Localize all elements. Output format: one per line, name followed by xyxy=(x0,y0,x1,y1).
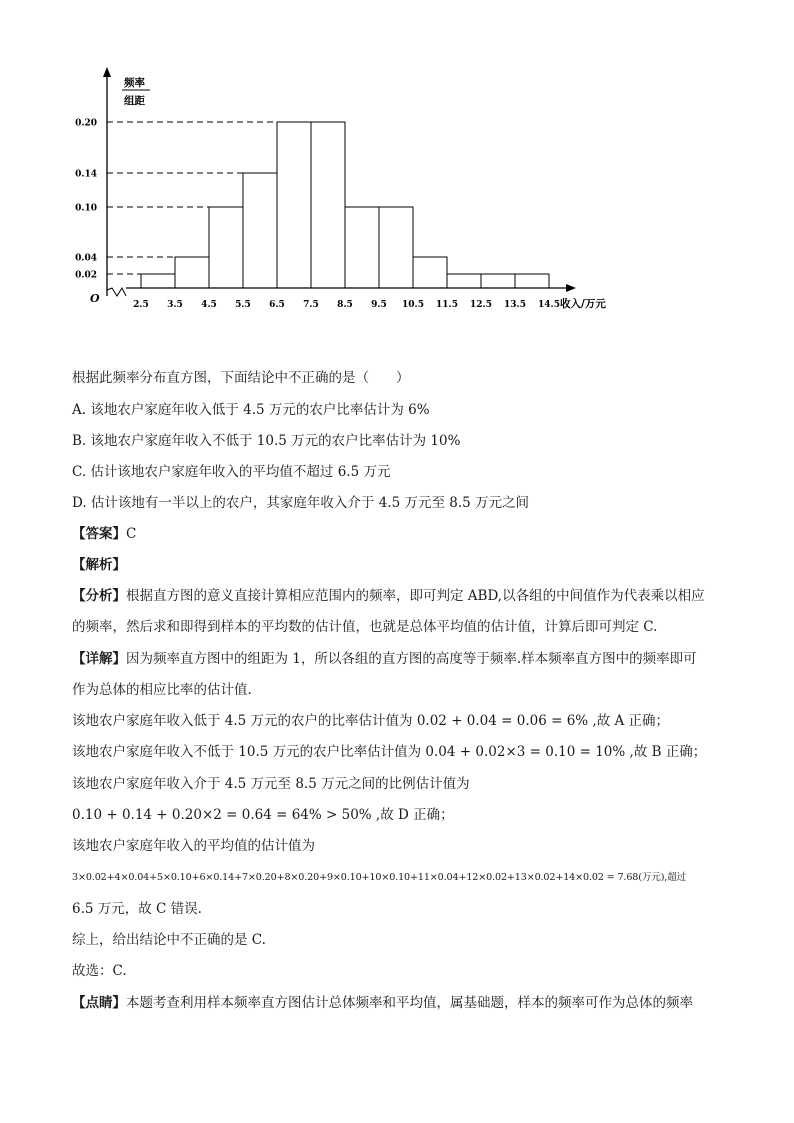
dianjing-line xyxy=(72,993,693,1013)
histogram-bar xyxy=(209,207,243,288)
option-d: D. 估计该地有一半以上的农户，其家庭年收入介于 4.5 万元至 8.5 万元之间 xyxy=(72,495,530,511)
y-tick-label: 0.02 xyxy=(75,270,97,281)
answer-line xyxy=(72,524,136,544)
x-tick-label: 13.5 xyxy=(504,300,526,310)
origin-label: O xyxy=(90,292,100,305)
y-tick-labels xyxy=(75,119,97,281)
x-tick-labels xyxy=(133,300,560,310)
histogram-bar xyxy=(515,274,549,288)
solution-line-average: 该地农户家庭年收入的平均值的估计值为 xyxy=(72,838,315,854)
histogram-bar xyxy=(311,122,345,288)
histogram-bar xyxy=(447,274,481,288)
x-tick-label: 9.5 xyxy=(371,300,387,310)
solution-line-d2: 0.10 + 0.14 + 0.20×2 = 0.64 = 64% > 50% ,故 D 正确； xyxy=(72,807,454,823)
average-formula: 3×0.02+4×0.04+5×0.10+6×0.14+7×0.20+8×0.20+9×0.10+10×0.10+11×0.04+12×0.02+13×0.02+14×0.02 = 7.68(万元),超过 xyxy=(72,872,687,883)
frequency-histogram xyxy=(60,60,620,320)
question-stem: 根据此频率分布直方图，下面结论中不正确的是（ ） xyxy=(72,370,410,386)
option-a: A. 该地农户家庭年收入低于 4.5 万元的农户比率估计为 6% xyxy=(72,402,430,418)
xiangjie-tag: 【详解】 xyxy=(72,651,126,667)
x-tick-label: 11.5 xyxy=(436,300,458,310)
xiangjie-text-1: 因为频率直方图中的组距为 1，所以各组的直方图的高度等于频率.样本频率直方图中的频率即可 xyxy=(126,651,697,667)
fenxi-line-2: 的频率，然后求和即得到样本的平均数的估计值，也就是总体平均值的估计值，计算后即可判定 C. xyxy=(72,619,658,635)
histogram-bar xyxy=(379,207,413,288)
solution-line-c: 6.5 万元，故 C 错误. xyxy=(72,901,202,917)
analysis-heading xyxy=(72,555,126,575)
fenxi-line-1 xyxy=(72,586,705,606)
x-tick-label: 8.5 xyxy=(337,300,353,310)
x-tick-label: 4.5 xyxy=(201,300,217,310)
histogram-bars xyxy=(141,122,549,288)
x-tick-label: 5.5 xyxy=(235,300,251,310)
x-axis-label: 收入/万元 xyxy=(560,298,606,310)
option-c: C. 估计该地农户家庭年收入的平均值不超过 6.5 万元 xyxy=(72,464,391,480)
histogram-bar xyxy=(481,274,515,288)
x-tick-label: 10.5 xyxy=(402,300,424,310)
histogram-bar xyxy=(243,173,277,288)
histogram-bar xyxy=(277,122,311,288)
x-tick-label: 6.5 xyxy=(269,300,285,310)
option-b: B. 该地农户家庭年收入不低于 10.5 万元的农户比率估计为 10% xyxy=(72,433,461,449)
dianjing-text: 本题考查利用样本频率直方图估计总体频率和平均值，属基础题，样本的频率可作为总体的频率 xyxy=(126,995,693,1011)
x-tick-label: 3.5 xyxy=(167,300,183,310)
x-tick-label: 7.5 xyxy=(303,300,319,310)
y-tick-label: 0.20 xyxy=(75,118,97,129)
y-tick-label: 0.14 xyxy=(75,169,97,180)
solution-line-d1: 该地农户家庭年收入介于 4.5 万元至 8.5 万元之间的比例估计值为 xyxy=(72,776,470,792)
y-axis-label-top: 频率 xyxy=(124,77,145,89)
answer-tag: 【答案】 xyxy=(72,526,126,542)
choice-line: 故选：C. xyxy=(72,963,127,979)
x-tick-label: 14.5 xyxy=(538,300,560,310)
xiangjie-line-2: 作为总体的相应比率的估计值. xyxy=(72,682,252,698)
y-tick-label: 0.10 xyxy=(75,203,97,214)
histogram-bar xyxy=(141,274,175,288)
dianjing-tag: 【点睛】 xyxy=(72,995,126,1011)
analysis-tag: 【解析】 xyxy=(72,557,126,573)
y-axis-label-bottom: 组距 xyxy=(124,95,145,107)
histogram-bar xyxy=(345,207,379,288)
x-tick-label: 2.5 xyxy=(133,300,149,310)
y-tick-label: 0.04 xyxy=(75,253,97,264)
histogram-bar xyxy=(175,257,209,288)
summary-line: 综上，给出结论中不正确的是 C. xyxy=(72,932,266,948)
xiangjie-line-1 xyxy=(72,649,697,669)
histogram-bar xyxy=(413,257,447,288)
x-tick-label: 12.5 xyxy=(470,300,492,310)
solution-line-a: 该地农户家庭年收入低于 4.5 万元的农户的比率估计值为 0.02 + 0.04 = 0.06 = 6% ,故 A 正确； xyxy=(72,713,670,729)
fenxi-tag: 【分析】 xyxy=(72,588,126,604)
fenxi-text-1: 根据直方图的意义直接计算相应范围内的频率，即可判定 ABD,以各组的中间值作为代表乘以相应 xyxy=(126,588,705,604)
answer-value: C xyxy=(126,526,137,542)
solution-line-b: 该地农户家庭年收入不低于 10.5 万元的农户比率估计值为 0.04 + 0.02×3 = 0.10 = 10% ,故 B 正确； xyxy=(72,744,707,760)
